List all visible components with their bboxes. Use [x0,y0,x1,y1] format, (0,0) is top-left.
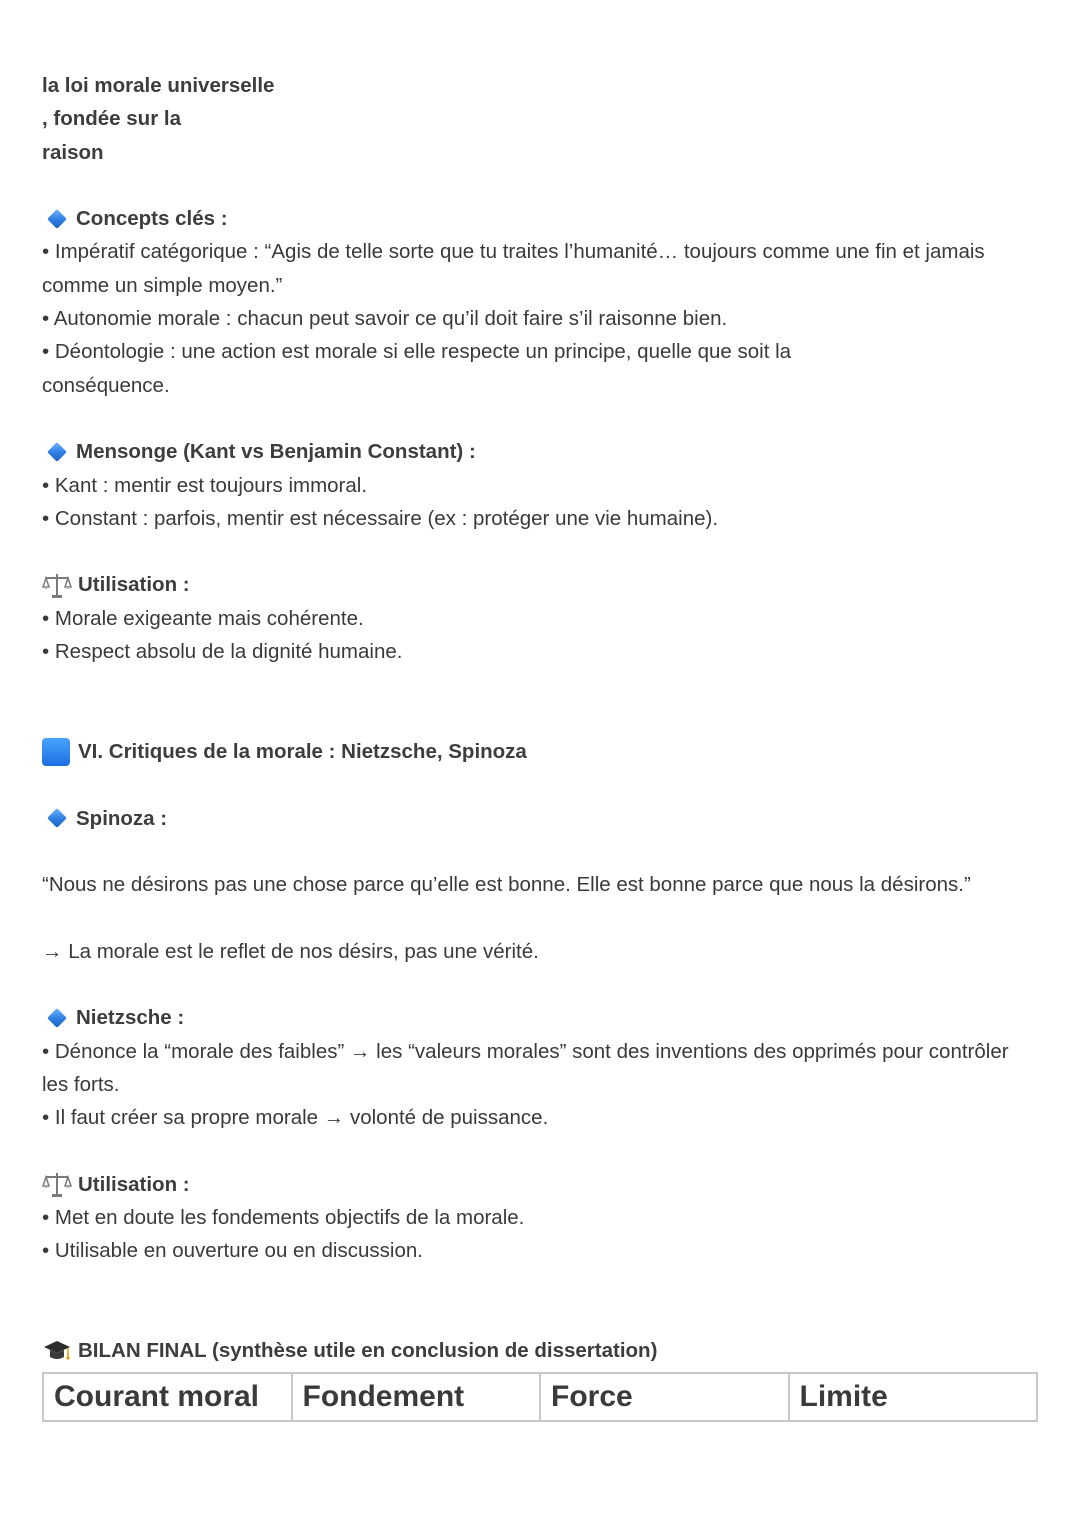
spinoza-heading [42,802,1038,835]
utilisation-item: • Respect absolu de la dignité humaine. [42,640,403,664]
small-blue-diamond-icon [47,1008,67,1028]
blue-square-icon [42,738,70,766]
nietzsche-item: • Dénonce la “morale des faibles” → les “valeurs morales” sont des inventions des opprimés pour contrôler les forts. [42,1039,1009,1096]
utilisation-heading [42,1168,1038,1201]
balance-scale-icon [42,1169,72,1199]
utilisation-heading-text: Utilisation : [78,1172,190,1196]
utilisation-item: • Utilisable en ouverture ou en discussion. [42,1239,423,1263]
nietzsche-heading [42,1001,1038,1034]
mensonge-item: • Kant : mentir est toujours immoral. [42,473,368,497]
intro-line-3: raison [42,140,104,164]
graduation-cap-icon [42,1336,72,1366]
table-row [43,1373,1037,1421]
spinoza-heading-text: Spinoza : [76,806,168,830]
utilisation-item: • Met en doute les fondements objectifs de la morale. [42,1206,525,1230]
concepts-item: • Autonomie morale : chacun peut savoir ce qu’il doit faire s’il raisonne bien. [42,307,728,331]
balance-scale-icon [42,570,72,600]
spinoza-quote: “Nous ne désirons pas une chose parce qu’elle est bonne. Elle est bonne parce que nous la désirons.” [42,873,971,897]
small-blue-diamond-icon [47,442,67,462]
mensonge-item: • Constant : parfois, mentir est nécessaire (ex : protéger une vie humaine). [42,506,719,530]
section-vi-heading-text: VI. Critiques de la morale : Nietzsche, Spinoza [78,739,527,763]
small-blue-diamond-icon [47,209,67,229]
mensonge-heading-text: Mensonge (Kant vs Benjamin Constant) : [76,440,476,464]
bilan-table [42,1372,1038,1422]
nietzsche-heading-text: Nietzsche : [76,1006,185,1030]
utilisation-item: • Morale exigeante mais cohérente. [42,606,364,630]
utilisation-heading [42,568,1038,601]
bilan-heading-text: BILAN FINAL (synthèse utile en conclusion de dissertation) [78,1339,658,1363]
utilisation-heading-text: Utilisation : [78,573,190,597]
intro-line-2: , fondée sur la [42,107,181,131]
small-blue-diamond-icon [47,808,67,828]
concepts-heading-text: Concepts clés : [76,207,228,231]
concepts-item: • Impératif catégorique : “Agis de telle sorte que tu traites l’humanité… toujours comme une fin et jamais comme un simple moyen.” [42,240,985,297]
table-header-cell: Force [540,1373,789,1421]
concepts-heading [42,202,1038,235]
intro-line-1: la loi morale universelle [42,74,275,97]
nietzsche-item: • Il faut créer sa propre morale → volonté de puissance. [42,1106,549,1130]
section-vi-heading [42,735,1038,768]
concepts-item: • Déontologie : une action est morale si elle respecte un principe, quelle que soit la conséquence. [42,340,792,397]
table-header-cell: Fondement [292,1373,541,1421]
mensonge-heading [42,435,1038,468]
bilan-heading [42,1334,1038,1367]
spinoza-conclusion: → La morale est le reflet de nos désirs, pas une vérité. [42,939,539,963]
table-header-cell: Courant moral [43,1373,292,1421]
table-header-cell: Limite [789,1373,1038,1421]
